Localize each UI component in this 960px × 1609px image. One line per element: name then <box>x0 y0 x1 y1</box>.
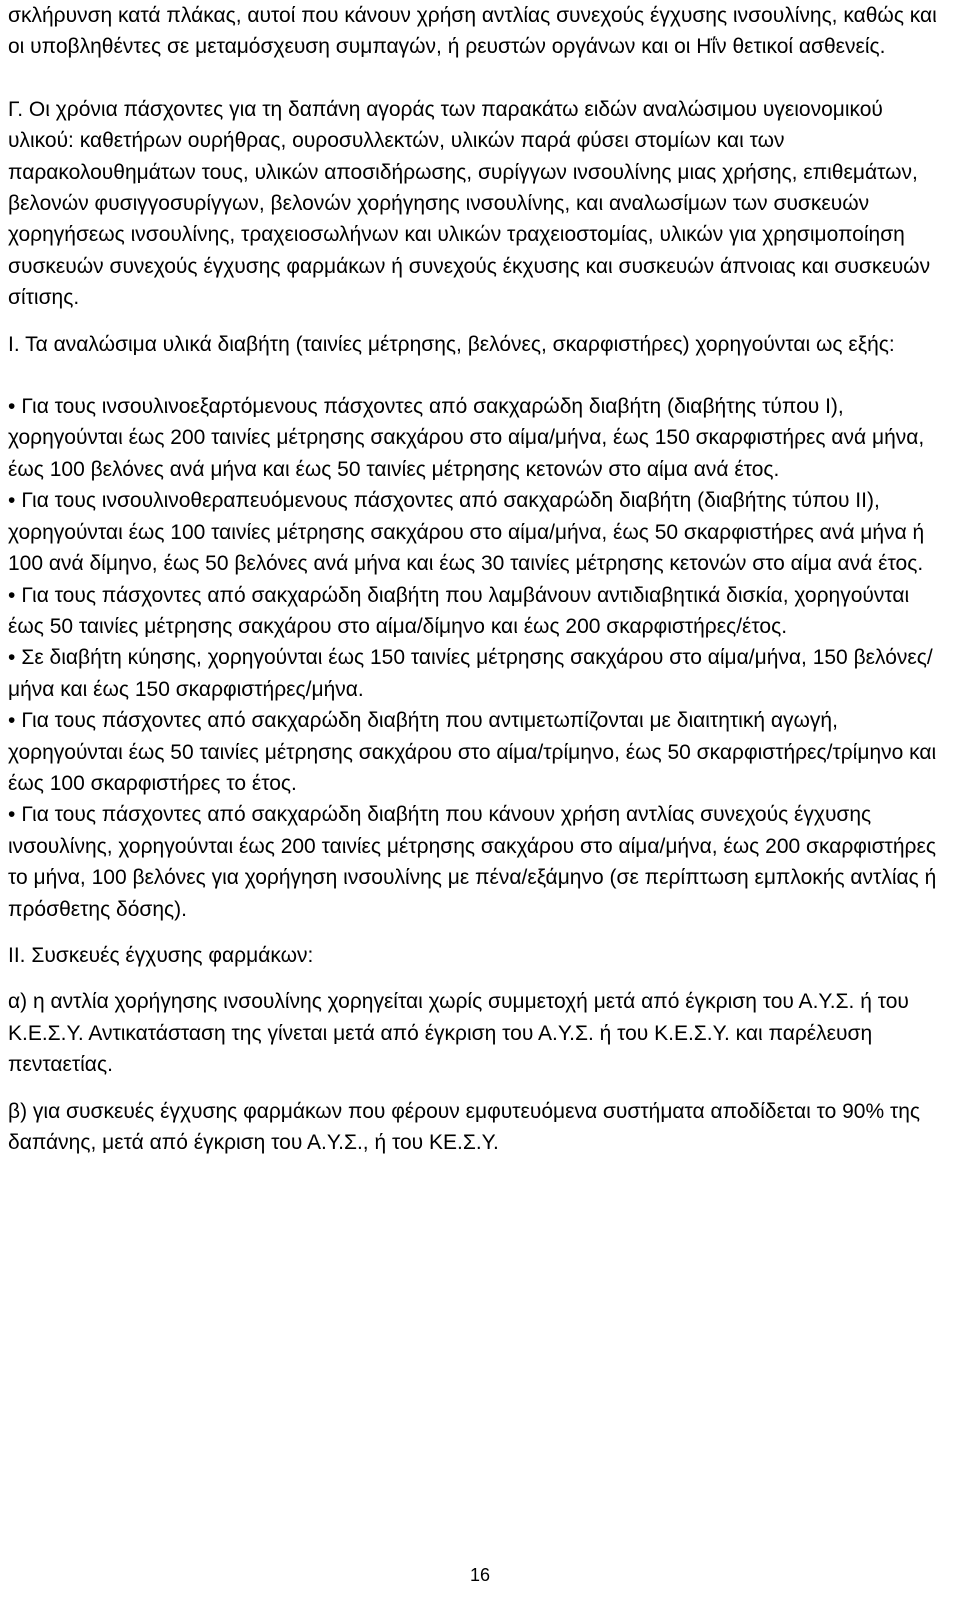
list-item: • Για τους ινσουλινοεξαρτόμενους πάσχοντες από σακχαρώδη διαβήτη (διαβήτης τύπου Ι), χορηγούνται έως 200 ταινίες μέτρησης σακχάρου στο αίμα/μήνα, έως 150 σκαρφιστήρες ανά μήνα, έως 100 βελόνες ανά μήνα και έως 50 ταινίες μέτρησης κετονών στο αίμα ανά έτος. <box>8 391 943 485</box>
list-item: • Για τους πάσχοντες από σακχαρώδη διαβήτη που αντιμετωπίζονται με διαιτητική αγωγή, χορηγούνται έως 50 ταινίες μέτρησης σακχάρου στο αίμα/τρίμηνο, έως 50 σκαρφιστήρες/τρίμηνο και έως 100 σκαρφιστήρες το έτος. <box>8 705 943 799</box>
section-i-heading: Ι. Τα αναλώσιμα υλικά διαβήτη (ταινίες μέτρησης, βελόνες, σκαρφιστήρες) χορηγούνται ως εξής: <box>8 332 895 356</box>
list-item: • Για τους πάσχοντες από σακχαρώδη διαβήτη που λαμβάνουν αντιδιαβητικά δισκία, χορηγούνται έως 50 ταινίες μέτρησης σακχάρου στο αίμα/δίμηνο και έως 200 σκαρφιστήρες/έτος. <box>8 580 943 643</box>
list-item: • Για τους πάσχοντες από σακχαρώδη διαβήτη που κάνουν χρήση αντλίας συνεχούς έγχυσης ινσουλίνης, χορηγούνται έως 200 ταινίες μέτρησης σακχάρου στο αίμα/μήνα, έως 200 σκαρφιστήρες το μήνα, 100 βελόνες για χορήγηση ινσουλίνης με πένα/εξάμηνο (σε περίπτωση εμπλοκής αντλίας ή πρόσθετης δόσης). <box>8 799 943 925</box>
page-number: 16 <box>469 1565 491 1585</box>
bullet-list <box>8 391 943 925</box>
item-a-paragraph: α) η αντλία χορήγησης ινσουλίνης χορηγείται χωρίς συμμετοχή μετά από έγκριση του Α.Υ.Σ. ή του Κ.Ε.Σ.Υ. Αντικατάσταση της γίνεται μετά από έγκριση του Α.Υ.Σ. ή του Κ.Ε.Σ.Υ. και παρέλευση πενταετίας. <box>8 990 909 1077</box>
document-page <box>8 0 943 1158</box>
section-ii-heading: ΙΙ. Συσκευές έγχυσης φαρμάκων: <box>8 943 314 967</box>
list-item: • Σε διαβήτη κύησης, χορηγούνται έως 150 ταινίες μέτρησης σακχάρου στο αίμα/μήνα, 150 βελόνες/ μήνα και έως 150 σκαρφιστήρες/μήνα. <box>8 642 943 705</box>
list-item: • Για τους ινσουλινοθεραπευόμενους πάσχοντες από σακχαρώδη διαβήτη (διαβήτης τύπου ΙΙ), χορηγούνται έως 100 ταινίες μέτρησης σακχάρου στο αίμα/μήνα, έως 50 σκαρφιστήρες ανά μήνα ή 100 ανά δίμηνο, έως 50 βελόνες ανά μήνα και έως 30 ταινίες μέτρησης κετονών στο αίμα ανά έτος. <box>8 485 943 579</box>
item-b-paragraph: β) για συσκευές έγχυσης φαρμάκων που φέρουν εμφυτευόμενα συστήματα αποδίδεται το 90% της δαπάνης, μετά από έγκριση του Α.Υ.Σ., ή του ΚΕ.Σ.Υ. <box>8 1099 921 1154</box>
section-g-paragraph: Γ. Οι χρόνια πάσχοντες για τη δαπάνη αγοράς των παρακάτω ειδών αναλώσιμου υγειονομικού υλικού: καθετήρων ουρήθρας, ουροσυλλεκτών, υλικών παρά φύσει στομίων και των παρακολουθημάτων τους, υλικών αποσιδήρωσης, συρίγγων ινσουλίνης μιας χρήσης, επιθεμάτων, βελονών φυσιγγοσυρίγγων, βελονών χορήγησης ινσουλίνης, και αναλωσίμων των συσκευών χορηγήσεως ινσουλίνης, τραχειοσωλήνων και υλικών τραχειοστομίας, υλικών για χρησιμοποίηση συσκευών συνεχούς έγχυσης φαρμάκων ή συνεχούς έκχυσης και συσκευών άπνοιας και συσκευών σίτισης. <box>8 97 931 310</box>
intro-paragraph: σκλήρυνση κατά πλάκας, αυτοί που κάνουν χρήση αντλίας συνεχούς έγχυσης ινσουλίνης, καθώς και οι υποβληθέντες σε μεταμόσχευση συμπαγών, ή ρευστών οργάνων και οι Ηΐν θετικοί ασθενείς. <box>8 4 937 59</box>
